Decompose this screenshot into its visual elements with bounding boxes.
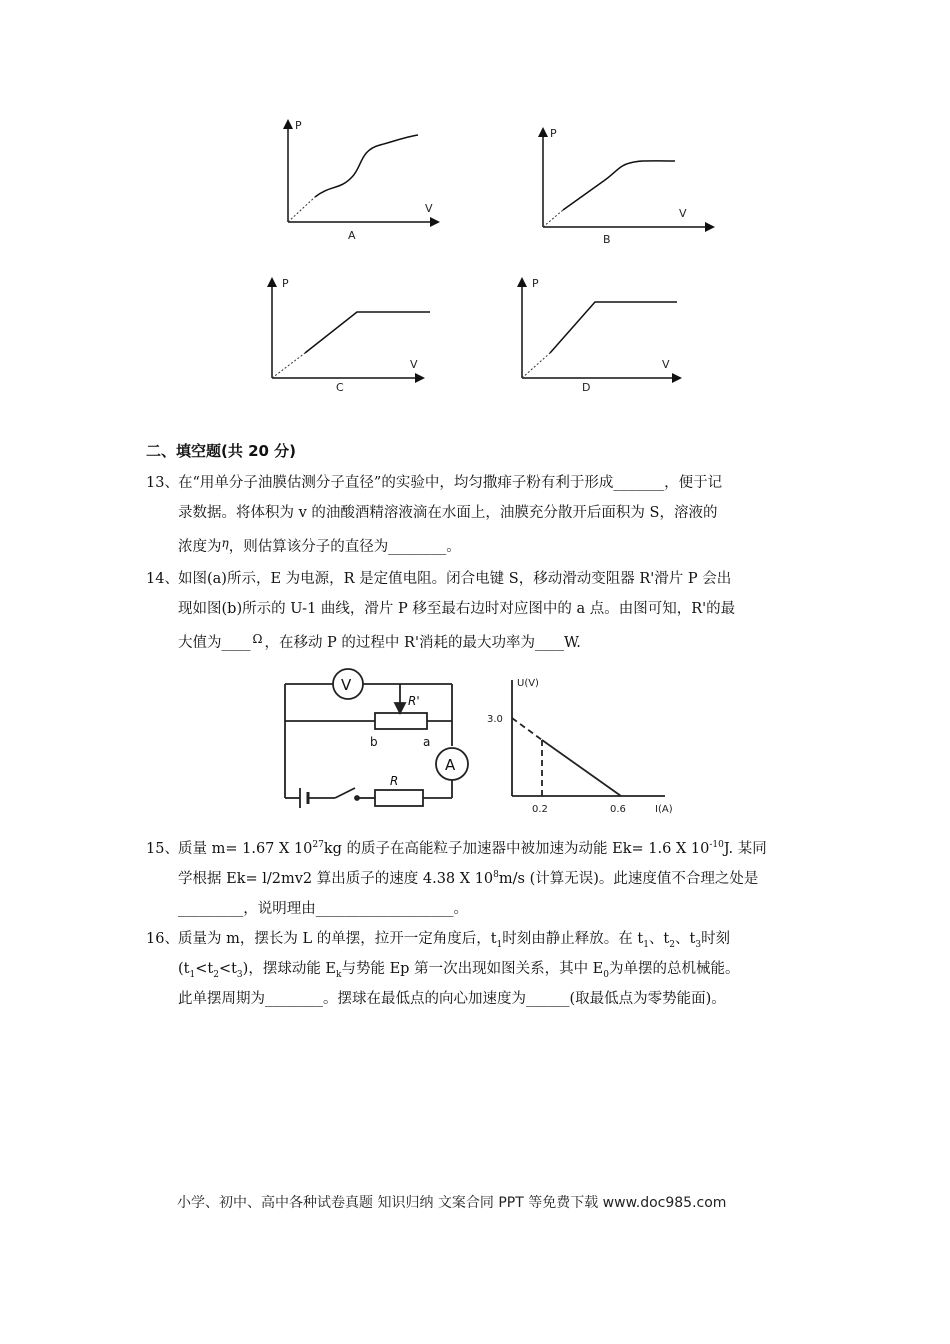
question-14-number: 14、 [146, 571, 179, 587]
voltmeter-label: V [341, 676, 352, 694]
q15-l1c: J. 某同 [723, 841, 767, 857]
graph-b-curve [563, 161, 675, 210]
resistor-label: R [390, 774, 399, 788]
question-13-number: 13、 [146, 475, 179, 491]
question-15-body [178, 834, 811, 924]
question-14-line3 [178, 624, 811, 658]
ui-graph-y-tick: 3.0 [487, 714, 503, 725]
graph-a [270, 115, 450, 249]
graph-a-x-label: V [425, 202, 433, 215]
q15-l2b: m/s (计算无误)。此速度值不合理之处是 [498, 871, 759, 887]
question-14-figure [280, 668, 700, 832]
q16-s9: 0 [603, 969, 609, 980]
question-16 [146, 924, 811, 1014]
ui-graph-solid-line [542, 740, 621, 796]
q16-l1e: 时刻 [701, 931, 731, 947]
q16-s1: 1 [496, 939, 503, 950]
question-14-line2: 现如图(b)所示的 U-1 曲线，滑片 P 移至最右边时对应图中的 a 点。由图可知，R'的最 [178, 601, 736, 617]
graph-c-caption: C [336, 381, 344, 394]
graph-a-curve [315, 135, 418, 197]
graph-d-caption: D [582, 381, 591, 394]
graph-c-y-label: P [282, 277, 289, 290]
rheostat-label: R' [408, 694, 420, 708]
question-13-line2: 录数据。将体积为 v 的油酸酒精溶液滴在水面上，油膜充分散开后面积为 S，溶液的 [178, 505, 718, 521]
q16-l2d: )，摆球动能 E [242, 961, 337, 977]
graph-a-svg [270, 115, 450, 245]
graph-b [525, 125, 725, 254]
question-16-line3: 此单摆周期为________。摆球在最低点的向心加速度为______(取最低点为零势能面)。 [178, 991, 726, 1007]
graph-d-curve [550, 302, 677, 353]
rheostat-end-b: b [370, 735, 378, 749]
question-14-line3b: ，在移动 P 的过程中 R'消耗的最大功率为____W. [264, 635, 581, 651]
eta-symbol: η [221, 536, 229, 550]
q15-l1a: 质量 m= 1.67 X 10 [178, 841, 313, 857]
q16-l1a: 质量为 m，摆长为 L 的单摆，拉开一定角度后，t [178, 931, 497, 947]
switch [335, 788, 355, 798]
question-16-body [178, 924, 811, 1014]
q16-s7: 3 [236, 969, 243, 980]
q16-s8: k [336, 969, 342, 980]
ammeter-label: A [445, 756, 456, 774]
page-footer: 小学、初中、高中各种试卷真题 知识归纳 文案合同 PPT 等免费下载 www.doc985.com [177, 1195, 727, 1211]
q15-l2a: 学根据 Ek= l/2mv2 算出质子的速度 4.38 X 10 [178, 871, 494, 887]
graph-b-x-label: V [679, 207, 687, 220]
question-14-body [178, 564, 811, 658]
q16-s6: 2 [213, 969, 219, 980]
graph-d-x-label: V [662, 358, 670, 371]
q16-l1d: 、t [675, 931, 696, 947]
q16-l1b: 时刻由静止释放。在 t [502, 931, 644, 947]
question-16-line2 [178, 954, 811, 984]
question-16-line1 [178, 924, 811, 954]
question-14 [146, 564, 811, 658]
graph-b-caption: B [603, 233, 611, 246]
rheostat-end-a: a [423, 735, 431, 749]
graph-c-svg [260, 275, 440, 400]
q16-l2e: 与势能 Ep 第一次出现如图关系，其中 E [341, 961, 604, 977]
question-14-line3a: 大值为____ [178, 635, 251, 651]
graph-d-y-label: P [532, 277, 539, 290]
question-15 [146, 834, 811, 924]
graph-d [512, 275, 697, 404]
ui-graph-y-label: U(V) [517, 678, 539, 689]
graph-b-y-label: P [550, 127, 557, 140]
graph-c-curve [305, 312, 430, 353]
ui-graph-x-label: I(A) [655, 804, 673, 815]
question-13-line3 [178, 528, 811, 562]
q16-s5: 1 [189, 969, 196, 980]
q16-l2b: <t [195, 961, 214, 977]
q16-l1c: 、t [648, 931, 670, 947]
question-15-line3: _________，说明理由___________________。 [178, 901, 468, 917]
question-14-line1: 如图(a)所示，E 为电源，R 是定值电阻。闭合电键 S，移动滑动变阻器 R'滑片 P 会出 [178, 571, 732, 587]
graph-c [260, 275, 440, 404]
question-13-line3b: ，则估算该分子的直径为________。 [228, 539, 461, 555]
resistor [375, 790, 423, 806]
graph-a-y-label: P [295, 119, 302, 132]
omega-symbol: Ω [252, 632, 263, 646]
question-15-number: 15、 [146, 841, 179, 857]
question-13 [146, 468, 811, 562]
question-16-number: 16、 [146, 931, 179, 947]
graph-a-caption: A [348, 229, 356, 242]
question-13-line1: 在“用单分子油膜估测分子直径”的实验中，均匀撒痱子粉有利于形成_______，便于记 [178, 475, 723, 491]
ui-graph-x-tick-2: 0.6 [610, 804, 626, 815]
q16-l2f: 为单摆的总机械能。 [609, 961, 740, 977]
circuit-diagram [280, 668, 700, 828]
graph-c-x-label: V [410, 358, 418, 371]
question-13-body [178, 468, 811, 562]
ui-graph-x-tick-1: 0.2 [532, 804, 548, 815]
q15-l1b: kg 的质子在高能粒子加速器中被加速为动能 Ek= 1.6 X 10 [323, 841, 710, 857]
question-15-line2 [178, 864, 811, 894]
question-15-line1 [178, 834, 811, 864]
q15-exp3: 8 [493, 870, 499, 881]
q16-l2c: <t [218, 961, 237, 977]
q16-s4: 3 [695, 939, 702, 950]
graph-d-svg [512, 275, 697, 400]
question-13-line3a: 浓度为 [178, 539, 222, 555]
q16-s3: 2 [669, 939, 675, 950]
q15-exp1: 27 [312, 840, 324, 851]
section-title: 二、填空题(共 20 分) [146, 442, 297, 460]
ui-graph-dashed-upper [512, 718, 542, 740]
q16-l2a: (t [178, 961, 190, 977]
q16-s2: 1 [643, 939, 649, 950]
rheostat [375, 713, 427, 729]
graph-b-svg [525, 125, 725, 250]
q15-exp2: -10 [709, 840, 724, 851]
ui-graph [512, 680, 665, 796]
